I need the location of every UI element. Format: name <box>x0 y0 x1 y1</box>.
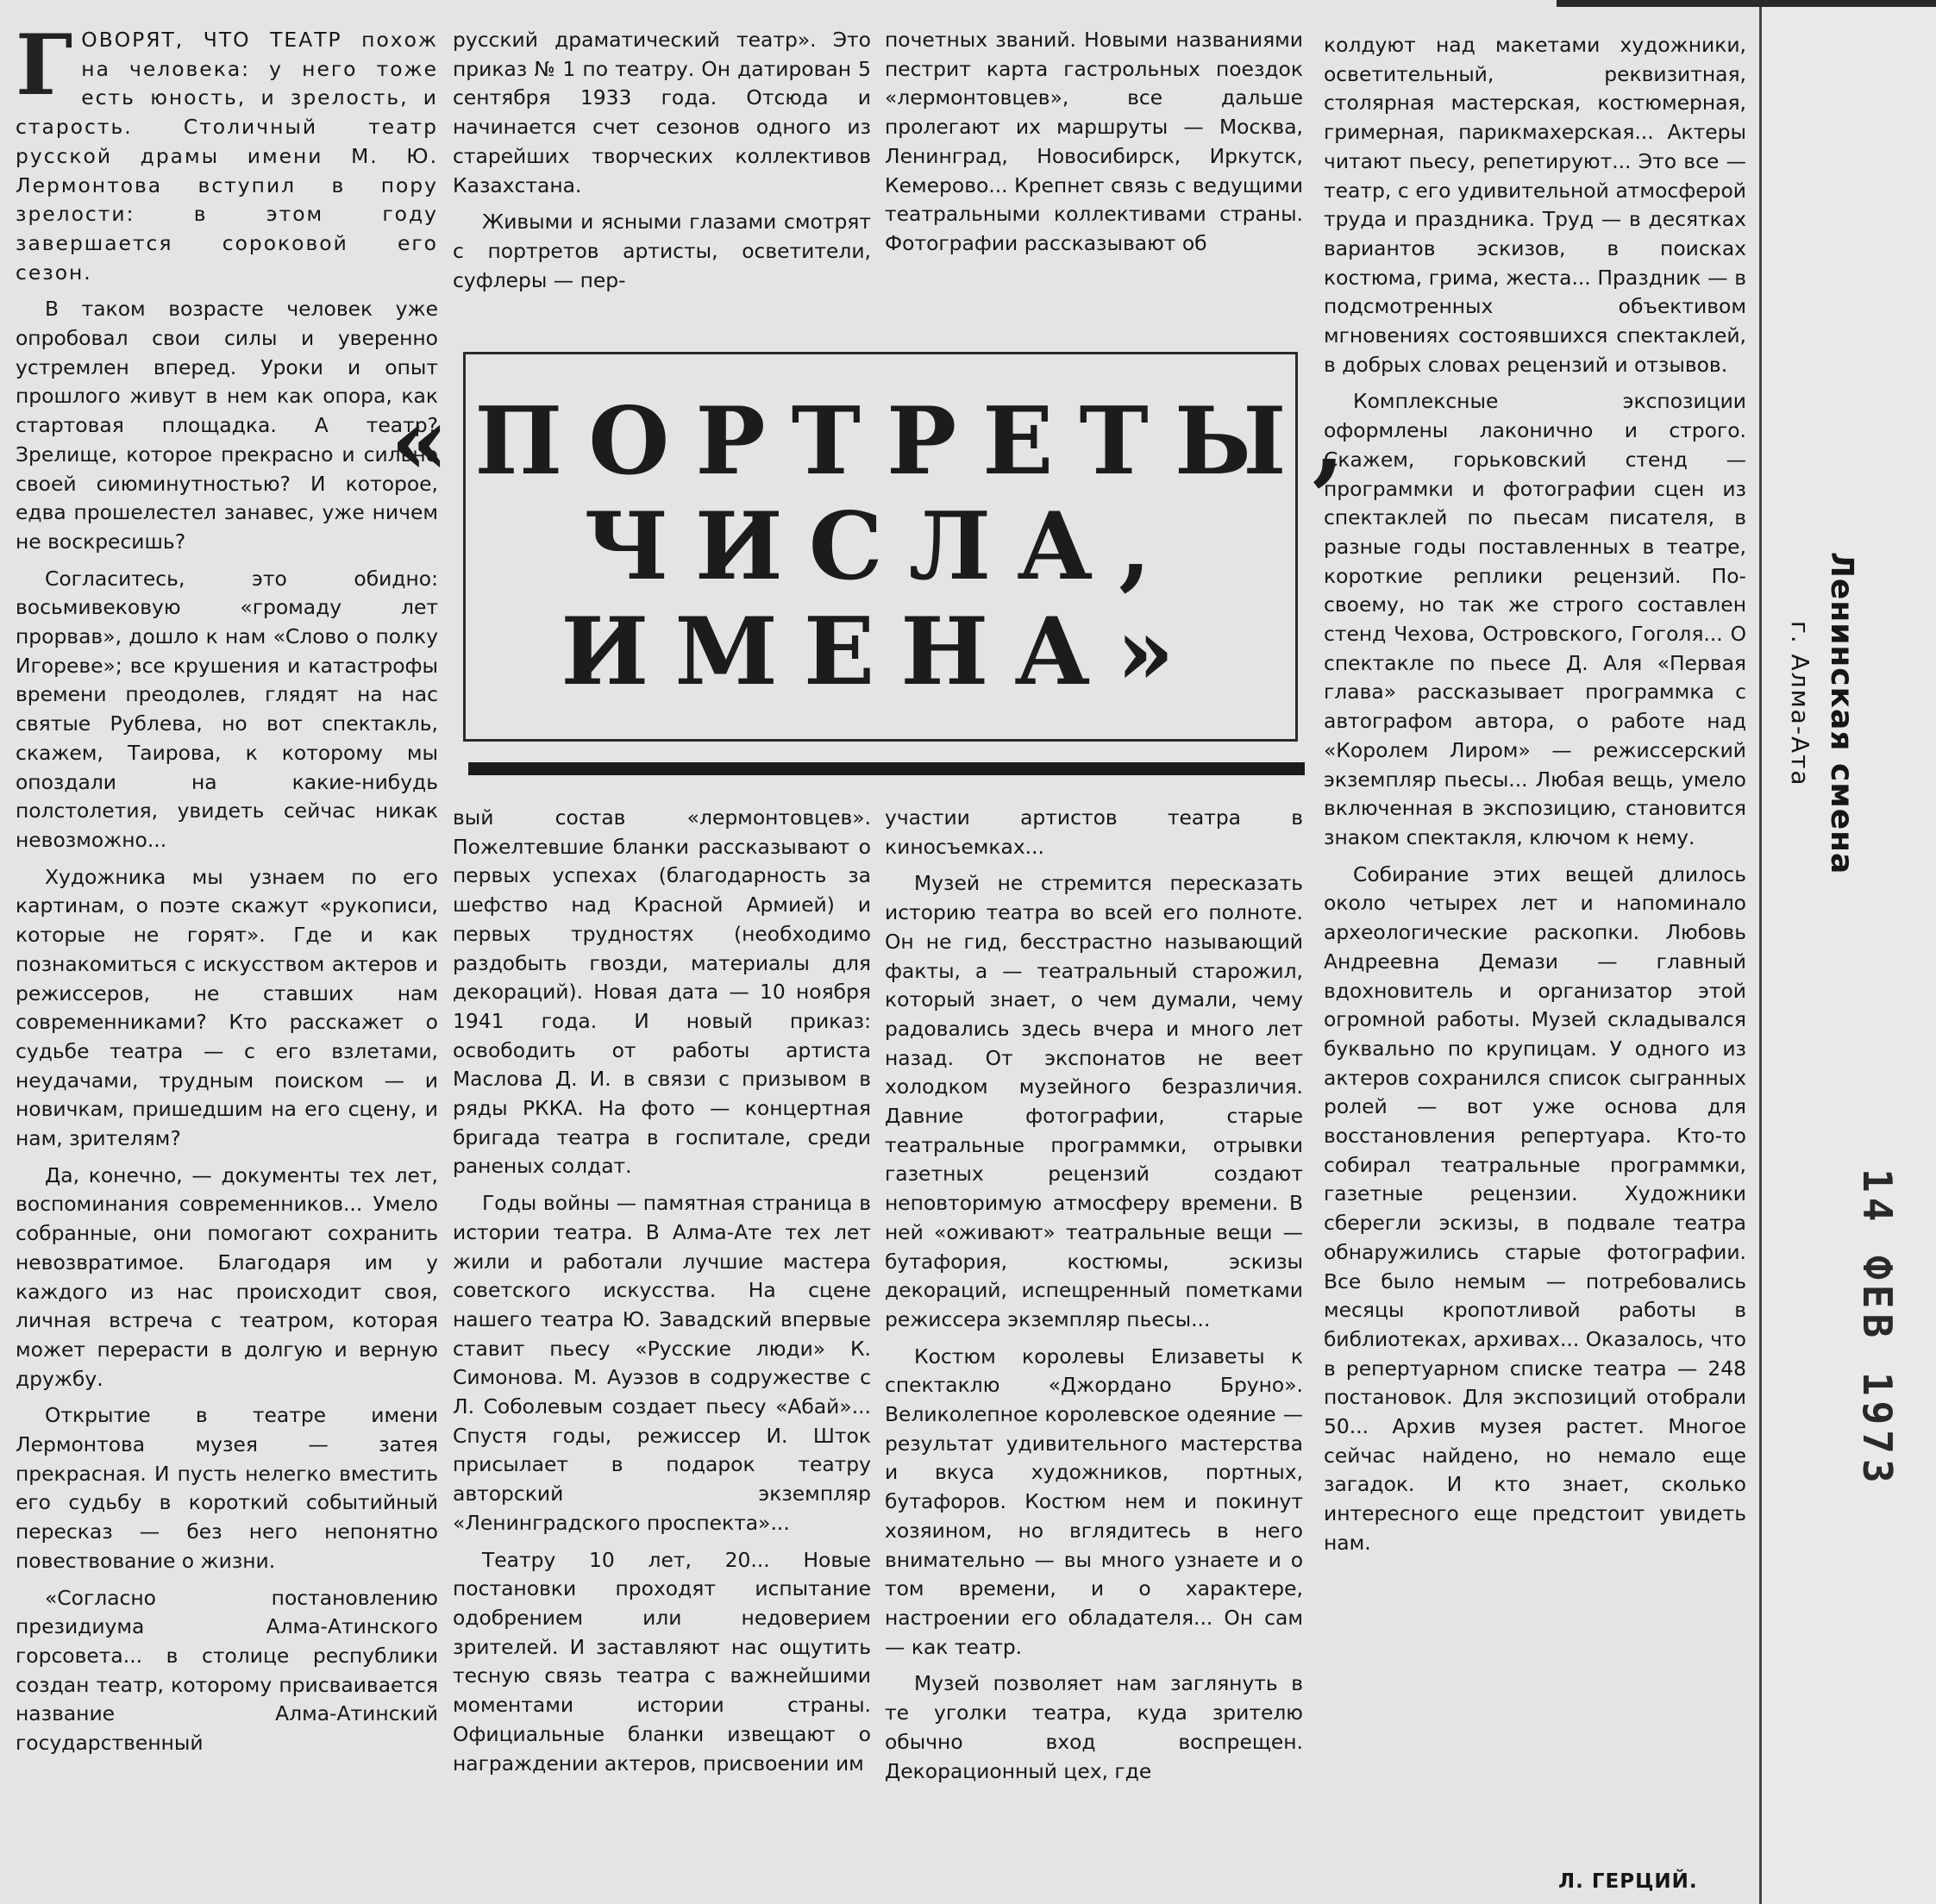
article-paragraph: участии артистов театра в киносъемках... <box>885 805 1303 859</box>
article-paragraph: Годы войны — памятная страница в истории театра. В Алма-Ате тех лет жили и работали лучшие мастера советского искусства. На сцене нашего театра Ю. Завадский впервые ставит пьесу «Русские люди» К. Симонова. М. Ауэзов в содружестве с Л. Соболевым создает пьесу «Абай»... Спустя годы, режиссер И. Шток присылает в подарок театру авторский экземпляр «Ленинградского проспекта»... <box>453 1191 871 1535</box>
article-paragraph: В таком возрасте человек уже опробовал свои силы и уверенно устремлен вперед. Уроки и опыт прошлого живут в нем как опора, как стартовая площадка. А театр? Зрелище, которое прекрасно и сильно своей сиюминутностью? И которое, едва прошелестел занавес, уже ничем не воскресишь? <box>16 297 438 554</box>
date-stamp <box>1852 1168 1904 1513</box>
source-city: г. Алма-Ата <box>1786 621 1814 787</box>
article-paragraph: ГОВОРЯТ, ЧТО ТЕАТР похож на человека: у него тоже есть юность, и зрелость, и старость. Столичный театр русской драмы имени М. Ю. Лермонтова вступил в пору зрелости: в этом году завершается сороковой его сезон. <box>16 16 438 285</box>
article-paragraph: Комплексные экспозиции оформлены лаконично и строго. Скажем, горьковский стенд — программки и фотографии сцен из спектаклей по пьесам писателя, в разные годы поставленных в театре, короткие реплики рецензий. По-своему, но так же строго составлен стенд Чехова, Островского, Гоголя... О спектакле по пьесе Д. Аля «Первая глава» рассказывает программка с автографом автора, о работе над «Королем Лиром» — режиссерский экземпляр пьесы... Любая вещь, умело включенная в экспозицию, становится знаком спектакля, ключом к нему. <box>1324 389 1746 849</box>
article-paragraph: «Согласно постановлению президиума Алма-Атинского горсовета... в столице республики создан театр, которому присваивается название Алма-Атинский государственный <box>16 1585 438 1756</box>
article-column-4 <box>1324 31 1746 1566</box>
scan-edge <box>1557 0 1936 7</box>
article-paragraph: Художника мы узнаем по его картинам, о поэте скажут «рукописи, которые не горят». Где и как познакомиться с искусством актеров и режиссеров, не ставших нам современниками? Кто расскажет о судьбе театра — с его взлетами, неудачами, трудным поиском — и новичкам, пришедшим на его сцену, и нам, зрителям? <box>16 864 438 1151</box>
article-paragraph: Открытие в театре имени Лермонтова музея — затея прекрасная. И пусть нелегко вместить его судьбу в короткий событийный пересказ — без него непонятно повествование о жизни. <box>16 1403 438 1573</box>
article-column-3-bottom <box>885 804 1303 1794</box>
archive-margin <box>1759 0 1936 1904</box>
article-column-2-bottom <box>453 804 871 1786</box>
article-paragraph: вый состав «лермонтовцев». Пожелтевшие бланки рассказывают о первых успехах (благодарность за шефство над Красной Армией) и первых трудностях (необходимо раздобыть гвозди, материалы для декораций). Новая дата — 10 ноября 1941 года. И новый приказ: освободить от работы артиста Маслова Д. И. в связи с призывом в ряды РККА. На фото — концертная бригада театра в госпитале, среди раненых солдат. <box>453 805 871 1179</box>
article-paragraph: русский драматический театр». Это приказ № 1 по театру. Он датирован 5 сентября 1933 года. Отсюда и начинается счет сезонов одного из старейших творческих коллективов Казахстана. <box>453 28 871 197</box>
author-signature: Л. ГЕРЦИЙ. <box>1558 1870 1698 1893</box>
article-column-1 <box>16 16 438 1766</box>
article-paragraph: Театру 10 лет, 20... Новые постановки проходят испытание одобрением или недоверием зрителей. И заставляют нас ощутить тесную связь театра с важнейшими моментами истории страны. Официальные бланки извещают о награждении актеров, присвоении им <box>453 1547 871 1776</box>
source-annotation <box>1786 552 1861 914</box>
article-paragraph: Костюм королевы Елизаветы к спектаклю «Джордано Бруно». Великолепное королевское одеяние — результат удивительного мастерства и вкуса художников, портных, бутафоров. Костюм нем и покинут хозяином, но вглядитесь в него внимательно — вы много узнаете и о том времени, и о характере, настроении его обладателя... Он сам — как театр. <box>885 1343 1303 1659</box>
date-stamp-text: 14 ФЕВ 1973 <box>1854 1168 1901 1488</box>
article-column-2-top <box>453 26 871 303</box>
article-paragraph: Собирание этих вещей длилось около четырех лет и напоминало археологические раскопки. Любовь Андреевна Демази — главный вдохновитель и организатор этой огромной работы. Музей складывался буквально по крупицам. У одного из актеров сохранился список сыгранных ролей — вот уже основа для восстановления репертуара. Кто-то собирал театральные программки, газетные рецензии. Художники сберегли эскизы, в подвале театра обнаружились старые фотографии. Все было немым — потребовались месяцы кропотливой работы в библиотеках, архивах... Оказалось, что в репертуарном списке театра — 248 постановок. Для экспозиций отобрали 50... Архив музея растет. Многое сейчас найдено, но немало еще загадок. И кто знает, сколько интересного еще предстоит увидеть нам. <box>1324 861 1746 1555</box>
article-paragraph: Музей позволяет нам заглянуть в те уголки театра, куда зрителю обычно вход воспрещен. Декорационный цех, где <box>885 1671 1303 1783</box>
article-paragraph: почетных званий. Новыми названиями пестрит карта гастрольных поездок «лермонтовцев», все дальше пролегают их маршруты — Москва, Ленинград, Новосибирск, Иркутск, Кемерово... Крепнет связь с ведущими театральными коллективами страны. Фотографии рассказывают об <box>885 28 1303 255</box>
headline-line-2: ЧИСЛА, <box>584 492 1177 601</box>
headline-line-3: ИМЕНА» <box>561 598 1200 706</box>
article-paragraph: Живыми и ясными глазами смотрят с портретов артисты, осветители, суфлеры — пер- <box>453 210 871 292</box>
article-paragraph: Да, конечно, — документы тех лет, воспоминания современников... Умело собранные, они помогают сохранить невозвратимое. Благодаря им у каждого из нас происходит своя, личная встреча с театром, которая может перерасти в долгую и верную дружбу. <box>16 1162 438 1391</box>
drop-cap: Г <box>16 16 73 114</box>
headline-box <box>390 352 1371 742</box>
article-paragraph: Согласитесь, это обидно: восьмивековую «громаду лет прорвав», дошло к нам «Слово о полку Игореве»; все крушения и катастрофы времени преодолев, глядят на нас святые Рублева, но вот спектакль, скажем, Таирова, к которому мы опоздали на какие-нибудь полстолетия, увидеть сейчас никак невозможно... <box>16 566 438 852</box>
article-paragraph: колдуют над макетами художники, осветительный, реквизитная, столярная мастерская, костюмерная, гримерная, парикмахерская... Актеры читают пьесу, репетируют... Это все — театр, с его удивительной атмосферой труда и праздника. Труд — в десятках вариантов эскизов, в поисках костюма, грима, жеста... Праздник — в подсмотренных объективом мгновениях состоявшихся спектаклей, в добрых словах рецензий и отзывов. <box>1324 33 1746 377</box>
headline-line-1: «ПОРТРЕТЫ, <box>390 387 1371 496</box>
article-paragraph: Музей не стремится пересказать историю театра во всей его полноте. Он не гид, бесстрастно называющий факты, а — театральный старожил, который знает, о чем думали, чему радовались здесь вчера и много лет назад. От экспонатов не веет холодком музейного безразличия. Давние фотографии, старые театральные программки, отрывки газетных рецензий создают неповторимую атмосферу времени. В ней «оживают» театральные вещи — бутафория, костюмы, эскизы декораций, испещренный пометками режиссера экземпляр пьесы... <box>885 871 1303 1331</box>
article-column-3-top <box>885 26 1303 266</box>
source-newspaper-name: Ленинская смена <box>1824 552 1859 875</box>
headline-rule <box>468 762 1305 775</box>
